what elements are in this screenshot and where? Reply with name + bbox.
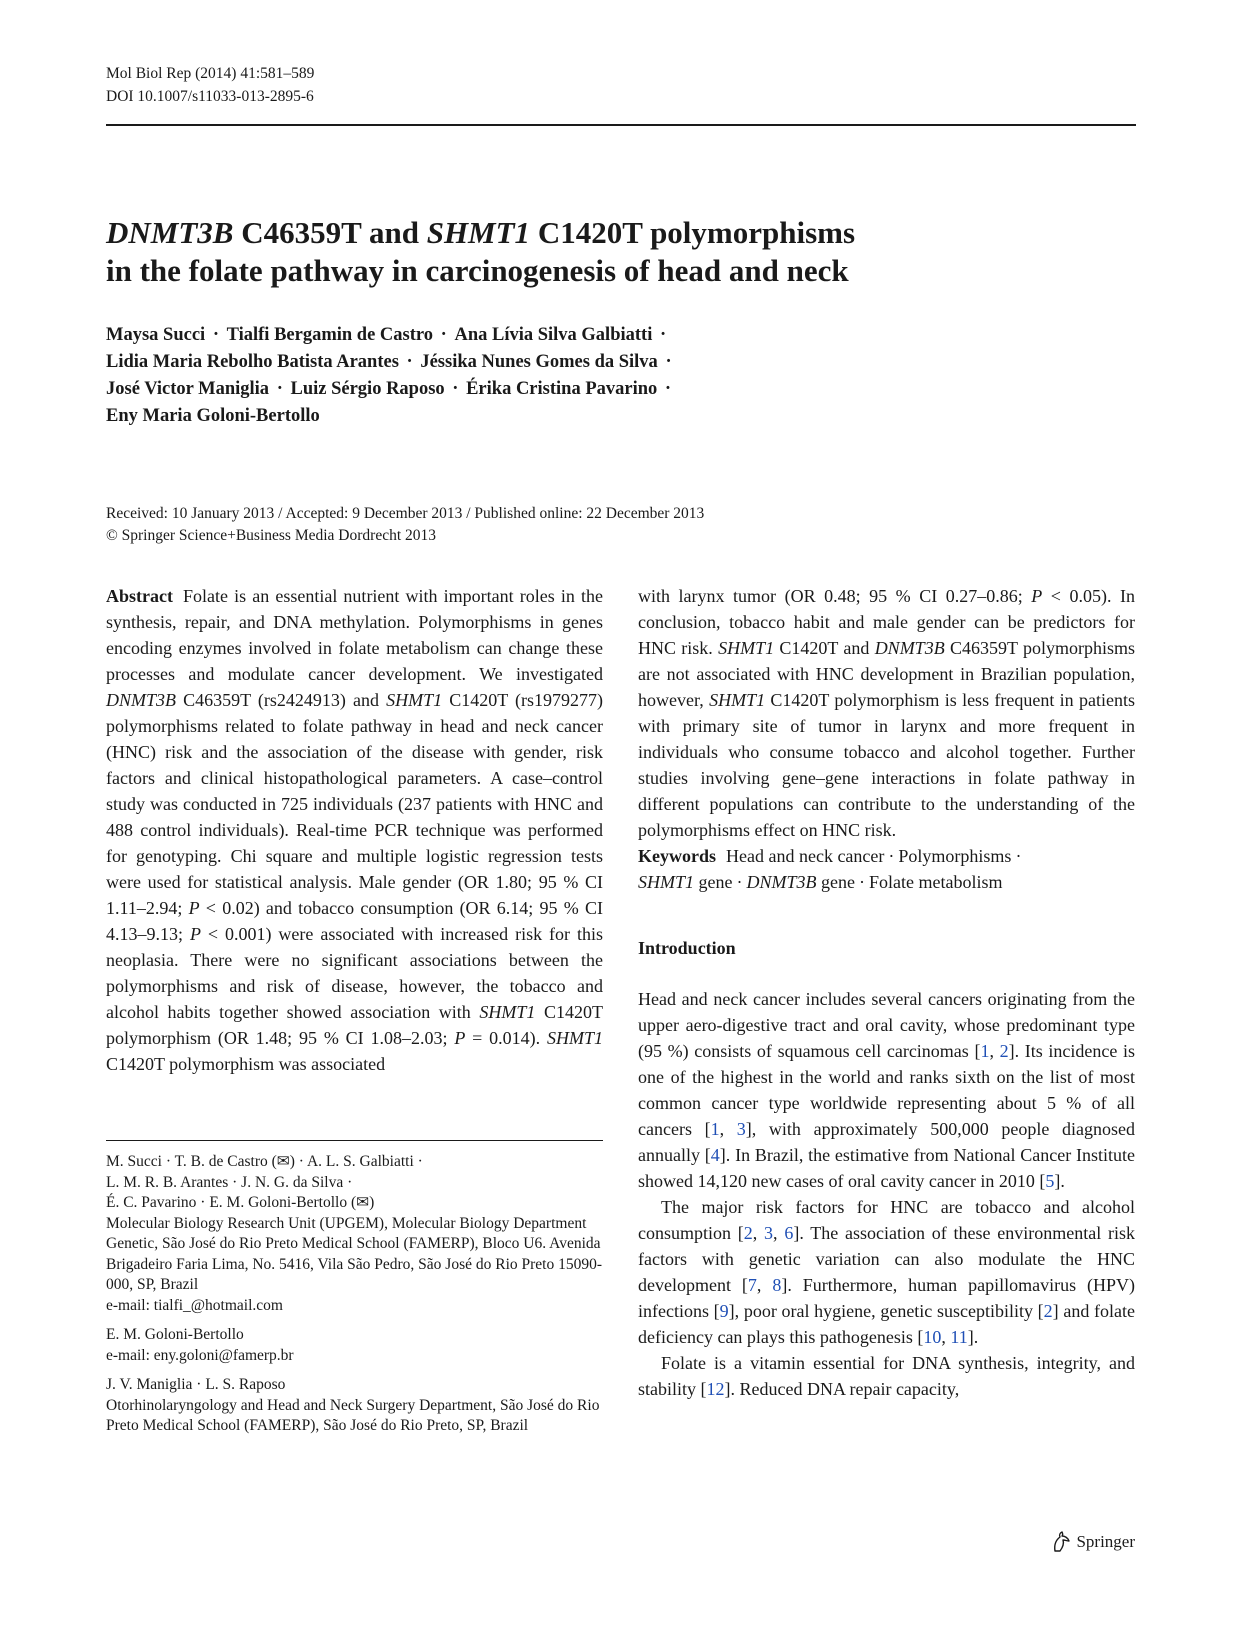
publisher-logo <box>1051 1531 1135 1553</box>
citation-link[interactable]: 12 <box>706 1379 725 1399</box>
citation-link[interactable]: 6 <box>784 1223 794 1243</box>
header-rule <box>106 124 1136 126</box>
right-column <box>638 583 1135 1402</box>
keywords: Keywords Head and neck cancer · Polymorphisms · SHMT1 gene · DNMT3B gene · Folate metabolism <box>638 846 1022 892</box>
citation-link[interactable]: 3 <box>764 1223 774 1243</box>
footnote-rule <box>106 1140 603 1141</box>
section-heading-introduction: Introduction <box>638 938 736 958</box>
citation-link[interactable]: 11 <box>950 1327 968 1347</box>
affiliation-names: J. V. Maniglia · L. S. Raposo <box>106 1376 286 1393</box>
affiliations <box>106 1152 603 1437</box>
abstract-left-column <box>106 583 603 1077</box>
article-title: DNMT3B C46359T and SHMT1 C1420T polymorphisms in the folate pathway in carcinogenesis of head and neck <box>106 215 856 288</box>
received-accepted-published: Received: 10 January 2013 / Accepted: 9 December 2013 / Published online: 22 December 2013 <box>106 505 705 522</box>
author: Érika Cristina Pavarino <box>466 379 658 399</box>
affiliation-names: É. C. Pavarino · E. M. Goloni-Bertollo (✉) <box>106 1194 375 1211</box>
citation-link[interactable]: 3 <box>736 1119 746 1139</box>
email: e-mail: tialfi_@hotmail.com <box>106 1296 283 1314</box>
citation-link[interactable]: 2 <box>743 1223 753 1243</box>
journal-header <box>106 62 314 108</box>
citation-link[interactable]: 10 <box>923 1327 942 1347</box>
affiliation-names: M. Succi · T. B. de Castro (✉) · A. L. S. Galbiatti · <box>106 1153 423 1170</box>
author: Luiz Sérgio Raposo <box>290 379 445 399</box>
citation-link[interactable]: 2 <box>999 1041 1009 1061</box>
author: Jéssika Nunes Gomes da Silva <box>420 352 658 372</box>
citation-link[interactable]: 9 <box>719 1301 729 1321</box>
intro-paragraph: The major risk factors for HNC are tobacco and alcohol consumption [2, 3, 6]. The association of these environmental risk factors with genetic variation can also modulate the HNC development [7, 8]. Furthermore, human papillomavirus (HPV) infections [9], poor oral hygiene, genetic susceptibility [2] and folate deficiency can plays this pathogenesis [10, 11]. <box>638 1197 1136 1347</box>
keywords-label: Keywords <box>638 846 716 866</box>
author: Lidia Maria Rebolho Batista Arantes <box>106 352 399 372</box>
email: e-mail: eny.goloni@famerp.br <box>106 1346 294 1364</box>
citation-link[interactable]: 7 <box>747 1275 757 1295</box>
author: Tialfi Bergamin de Castro <box>226 325 434 345</box>
citation-link[interactable]: 1 <box>980 1041 990 1061</box>
envelope-icon: ✉ <box>356 1194 370 1211</box>
citation-link[interactable]: 8 <box>772 1275 782 1295</box>
author: Maysa Succi <box>106 325 206 345</box>
intro-paragraph: Folate is a vitamin essential for DNA synthesis, integrity, and stability [12]. Reduced DNA repair capacity, <box>638 1353 1135 1399</box>
doi: DOI 10.1007/s11033-013-2895-6 <box>106 88 314 105</box>
author: Eny Maria Goloni-Bertollo <box>106 406 320 426</box>
affiliation-names: L. M. R. B. Arantes · J. N. G. da Silva · <box>106 1173 353 1191</box>
copyright: © Springer Science+Business Media Dordrecht 2013 <box>106 527 437 544</box>
springer-horse-icon <box>1051 1531 1071 1553</box>
author: Ana Lívia Silva Galbiatti <box>454 325 653 345</box>
citation-link[interactable]: 2 <box>1043 1301 1053 1321</box>
journal-citation: Mol Biol Rep (2014) 41:581–589 <box>106 65 315 82</box>
publication-dates <box>106 503 1006 547</box>
affiliation-names: E. M. Goloni-Bertollo <box>106 1326 244 1343</box>
citation-link[interactable]: 5 <box>1045 1171 1055 1191</box>
affiliation-address: Otorhinolaryngology and Head and Neck Surgery Department, São José do Rio Preto Medical School (FAMERP), São José do Rio Preto, SP, Brazil <box>106 1396 600 1434</box>
abstract-text: Abstract Folate is an essential nutrient with important roles in the synthesis, repair, and DNA methylation. Polymorphisms in genes encoding enzymes involved in folate metabolism can change these processes and modulate cancer development. We investigated DNMT3B C46359T (rs2424913) and SHMT1 C1420T (rs1979277) polymorphisms related to folate pathway in head and neck cancer (HNC) risk and the association of the disease with gender, risk factors and clinical histopathological parameters. A case–control study was conducted in 725 individuals (237 patients with HNC and 488 control individuals). Real-time PCR technique was performed for genotyping. Chi square and multiple logistic regression tests were used for statistical analysis. Male gender (OR 1.80; 95 % CI 1.11–2.94; P < 0.02) and tobacco consumption (OR 6.14; 95 % CI 4.13–9.13; P < 0.001) were associated with increased risk for this neoplasia. There were no significant associations between the polymorphisms and risk of disease, however, the tobacco and alcohol habits together showed association with SHMT1 C1420T polymorphism (OR 1.48; 95 % CI 1.08–2.03; P = 0.014). SHMT1 C1420T polymorphism was associated <box>106 586 604 1074</box>
intro-paragraph: Head and neck cancer includes several cancers originating from the upper aero-digestive tract and oral cavity, whose predominant type (95 %) consists of squamous cell carcinomas [1, 2]. Its incidence is one of the highest in the world and ranks sixth on the list of most common cancer type worldwide representing about 5 % of all cancers [1, 3], with approximately 500,000 people diagnosed annually [4]. In Brazil, the estimative from National Cancer Institute showed 14,120 new cases of oral cavity cancer in 2010 [5]. <box>638 989 1136 1191</box>
affiliation-address: Molecular Biology Research Unit (UPGEM), Molecular Biology Department Genetic, São José do Rio Preto Medical School (FAMERP), Bloco U6. Avenida Brigadeiro Faria Lima, No. 5416, Vila São Pedro, São José do Rio Preto 15090-000, SP, Brazil <box>106 1214 603 1293</box>
abstract-label: Abstract <box>106 586 173 606</box>
author: José Victor Maniglia <box>106 379 270 399</box>
abstract-continued: with larynx tumor (OR 0.48; 95 % CI 0.27–0.86; P < 0.05). In conclusion, tobacco habit and male gender can be predictors for HNC risk. SHMT1 C1420T and DNMT3B C46359T polymorphisms are not associated with HNC development in Brazilian population, however, SHMT1 C1420T polymorphism is less frequent in patients with primary site of tumor in larynx and more frequent in individuals who consume tobacco and alcohol together. Further studies involving gene–gene interactions in folate pathway in different populations can contribute to the understanding of the polymorphisms effect on HNC risk. <box>638 586 1135 840</box>
citation-link[interactable]: 4 <box>710 1145 720 1165</box>
publisher-name: Springer <box>1076 1532 1135 1551</box>
envelope-icon: ✉ <box>276 1153 290 1170</box>
citation-link[interactable]: 1 <box>710 1119 720 1139</box>
author-list: Maysa Succi · Tialfi Bergamin de Castro · Ana Lívia Silva Galbiatti · Lidia Maria Rebolho Batista Arantes · Jéssika Nunes Gomes da Silva · José Victor Maniglia · Luiz Sérgio Raposo · Érika Cristina Pavarino · Eny Maria Goloni-Bertollo <box>106 325 672 426</box>
